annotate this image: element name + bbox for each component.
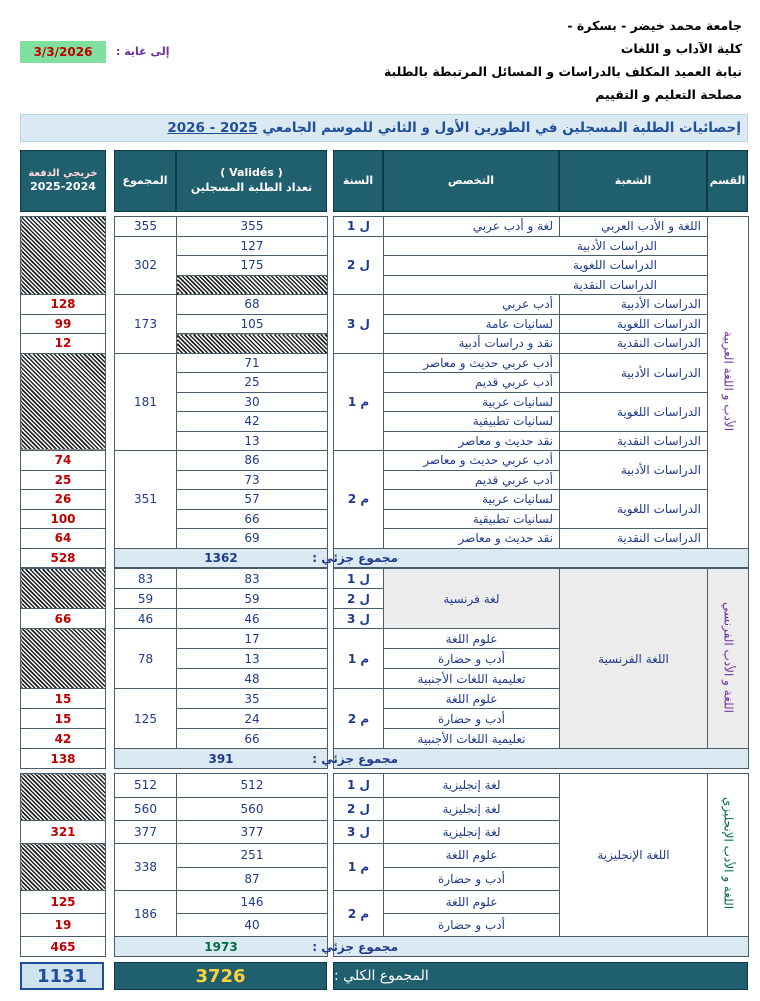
spec-cell: نقد حديث و معاصر	[384, 431, 560, 451]
spec-cell: أدب و حضارة	[384, 649, 560, 669]
spec-cell: نقد و دراسات أدبية	[384, 334, 560, 354]
enrolled-cell: 42	[177, 412, 328, 432]
enrolled-cell: 355	[177, 217, 328, 237]
enrolled-cell: 30	[177, 392, 328, 412]
enrolled-cell: 13	[177, 431, 328, 451]
branch-cell: الدراسات اللغوية	[560, 314, 708, 334]
grad-cell: 12	[21, 334, 106, 354]
enrolled-cell: 377	[177, 821, 328, 844]
french-grads-table	[20, 568, 106, 769]
enrolled-cell: 175	[177, 256, 328, 276]
total-cell: 512	[115, 774, 177, 798]
col-header-branch: الشعبة	[559, 150, 707, 212]
page-title	[20, 114, 748, 142]
service-name: مصلحة التعليم و التقييم	[595, 87, 742, 102]
enrolled-cell: 68	[177, 295, 328, 315]
deanery-name: نيابة العميد المكلف بالدراسات و المسائل المرتبطة بالطلبة	[383, 64, 742, 79]
grad-cell: 64	[21, 529, 106, 549]
total-cell: 173	[115, 295, 177, 354]
grad-cell: 74	[21, 451, 106, 471]
total-cell: 377	[115, 821, 177, 844]
enrolled-cell: 127	[177, 236, 328, 256]
spec-cell: لسانيات عربية	[384, 490, 560, 510]
branch-cell: الدراسات اللغوية	[384, 256, 708, 276]
year-cell: ل 1	[334, 569, 384, 589]
branch-cell: الدراسات الأدبية	[560, 451, 708, 490]
grad-cell: 321	[21, 821, 106, 844]
subtotal-value: 1362	[115, 548, 328, 567]
grad-cell: 42	[21, 729, 106, 749]
grad-cell: 26	[21, 490, 106, 510]
total-cell: 355	[115, 217, 177, 237]
col-header-spec: التخصص	[383, 150, 559, 212]
col-header-enrolled-line1: ( Validés )	[220, 166, 283, 180]
spec-cell: لغة إنجليزية	[384, 774, 560, 798]
enrolled-cell: 87	[177, 867, 328, 891]
enrolled-empty-cell	[177, 334, 328, 354]
total-cell: 351	[115, 451, 177, 549]
spec-cell: نقد حديث و معاصر	[384, 529, 560, 549]
dept-cell	[708, 774, 749, 937]
enrolled-cell: 46	[177, 609, 328, 629]
spec-cell: أدب عربي قديم	[384, 373, 560, 393]
year-cell: ل 1	[334, 217, 384, 237]
spec-cell: لغة إنجليزية	[384, 797, 560, 821]
subtotal-value: 391	[115, 749, 328, 769]
grad-cell: 125	[21, 891, 106, 914]
title-text: إحصائيات الطلبة المسجلين في الطورين الأول و الثاني للموسم الجامعي	[262, 120, 741, 136]
total-cell: 181	[115, 353, 177, 451]
enrolled-cell: 25	[177, 373, 328, 393]
spec-cell: لسانيات عامة	[384, 314, 560, 334]
subtotal-label: مجموع جزئي :	[334, 548, 749, 567]
col-header-enrolled-line2: تعداد الطلبة المسجلين	[190, 181, 313, 194]
year-cell: م 1	[334, 844, 384, 891]
spec-cell: لغة و أدب عربي	[384, 217, 560, 237]
enrolled-cell: 40	[177, 914, 328, 937]
enrolled-cell: 251	[177, 844, 328, 868]
total-cell: 46	[115, 609, 177, 629]
branch-cell: الدراسات النقدية	[560, 431, 708, 451]
total-cell: 338	[115, 844, 177, 891]
col-header-total: المجموع	[114, 150, 176, 212]
grads-empty-cell	[21, 217, 106, 295]
dept-label: اللغة و الأدب الإنجليزي	[721, 797, 736, 910]
year-cell: ل 1	[334, 774, 384, 798]
spec-cell: لسانيات تطبيقية	[384, 412, 560, 432]
total-cell: 302	[115, 236, 177, 295]
enrolled-cell: 146	[177, 891, 328, 914]
branch-cell: اللغة الإنجليزية	[560, 774, 708, 937]
grad-cell: 15	[21, 709, 106, 729]
enrolled-cell: 86	[177, 451, 328, 471]
header-block	[322, 14, 742, 106]
dept-cell	[708, 569, 749, 749]
branch-cell: الدراسات اللغوية	[560, 392, 708, 431]
grand-total-grads: 1131	[20, 962, 104, 990]
branch-cell: الدراسات النقدية	[384, 275, 708, 295]
grad-cell: 99	[21, 314, 106, 334]
spec-cell: علوم اللغة	[384, 629, 560, 649]
grad-cell: 19	[21, 914, 106, 937]
spec-cell: علوم اللغة	[384, 689, 560, 709]
title-year: 2025 - 2026	[167, 120, 258, 136]
enrolled-cell: 24	[177, 709, 328, 729]
spec-cell: لغة إنجليزية	[384, 821, 560, 844]
grad-cell: 66	[21, 609, 106, 629]
grads-empty-cell	[21, 844, 106, 891]
grad-cell: 128	[21, 295, 106, 315]
french-counts-table	[114, 568, 328, 769]
enrolled-cell: 560	[177, 797, 328, 821]
year-cell: م 2	[334, 689, 384, 749]
branch-cell: اللغة الفرنسية	[560, 569, 708, 749]
spec-cell: لسانيات تطبيقية	[384, 509, 560, 529]
branch-cell: الدراسات اللغوية	[560, 490, 708, 529]
subtotal-grads: 138	[21, 749, 106, 769]
branch-cell: الدراسات الأدبية	[384, 236, 708, 256]
grads-empty-cell	[21, 629, 106, 689]
total-cell: 186	[115, 891, 177, 937]
subtotal-grads: 465	[21, 937, 106, 957]
year-cell: ل 2	[334, 797, 384, 821]
enrolled-cell: 83	[177, 569, 328, 589]
grand-total-label: المجموع الكلي :	[333, 962, 748, 990]
spec-cell: علوم اللغة	[384, 844, 560, 868]
english-grads-table	[20, 773, 106, 957]
enrolled-empty-cell	[177, 275, 328, 295]
grads-empty-cell	[21, 569, 106, 609]
col-header-grads-line1: خريجي الدفعة	[28, 167, 98, 179]
year-cell: ل 3	[334, 821, 384, 844]
arabic-details-table	[312, 216, 749, 568]
year-cell: ل 3	[334, 609, 384, 629]
subtotal-grads: 528	[21, 548, 106, 567]
subtotal-value: 1973	[115, 937, 328, 957]
enrolled-cell: 17	[177, 629, 328, 649]
enrolled-cell: 73	[177, 470, 328, 490]
branch-cell: اللغة و الأدب العربي	[560, 217, 708, 237]
spec-cell: أدب عربي قديم	[384, 470, 560, 490]
date-label: إلى غاية :	[116, 45, 170, 58]
arabic-grads-table	[20, 216, 106, 568]
english-counts-table	[114, 773, 328, 957]
enrolled-cell: 66	[177, 509, 328, 529]
total-cell: 560	[115, 797, 177, 821]
total-cell: 59	[115, 589, 177, 609]
year-cell: ل 2	[334, 236, 384, 295]
total-cell: 83	[115, 569, 177, 589]
year-cell: م 2	[334, 451, 384, 549]
arabic-counts-table	[114, 216, 328, 568]
grad-cell: 100	[21, 509, 106, 529]
total-cell: 125	[115, 689, 177, 749]
year-cell: ل 3	[334, 295, 384, 354]
branch-cell: الدراسات النقدية	[560, 529, 708, 549]
spec-cell: أدب و حضارة	[384, 709, 560, 729]
spec-cell: أدب عربي حديث و معاصر	[384, 353, 560, 373]
col-header-enrolled	[176, 150, 327, 212]
dept-label: الأدب و اللغة العربية	[721, 330, 736, 431]
spec-cell: تعليمية اللغات الأجنبية	[384, 669, 560, 689]
spec-cell: لغة فرنسية	[384, 569, 560, 629]
spec-cell: أدب عربي	[384, 295, 560, 315]
year-cell: م 1	[334, 353, 384, 451]
col-header-grads-line2: 2025-2024	[30, 180, 96, 194]
french-details-table	[312, 568, 749, 769]
subtotal-label: مجموع جزئي :	[334, 749, 749, 769]
col-header-grads	[20, 150, 106, 212]
branch-cell: الدراسات النقدية	[560, 334, 708, 354]
enrolled-cell: 13	[177, 649, 328, 669]
spec-cell: أدب و حضارة	[384, 914, 560, 937]
enrolled-cell: 66	[177, 729, 328, 749]
subtotal-label: مجموع جزئي :	[334, 937, 749, 957]
enrolled-cell: 512	[177, 774, 328, 798]
grad-cell: 25	[21, 470, 106, 490]
enrolled-cell: 57	[177, 490, 328, 510]
university-name: جامعة محمد خيضر - بسكرة -	[567, 18, 742, 33]
col-header-dept: القسم	[707, 150, 748, 212]
enrolled-cell: 48	[177, 669, 328, 689]
col-header-year: السنة	[333, 150, 383, 212]
branch-cell: الدراسات الأدبية	[560, 295, 708, 315]
year-cell: ل 2	[334, 589, 384, 609]
faculty-name: كلية الآداب و اللغات	[620, 41, 742, 56]
enrolled-cell: 105	[177, 314, 328, 334]
enrolled-cell: 59	[177, 589, 328, 609]
dept-cell	[708, 217, 749, 549]
grads-empty-cell	[21, 774, 106, 821]
grand-total-value: 3726	[114, 962, 327, 990]
spec-cell: أدب عربي حديث و معاصر	[384, 451, 560, 471]
enrolled-cell: 69	[177, 529, 328, 549]
date-value: 3/3/2026	[20, 41, 106, 63]
dept-label: اللغة و الأدب الفرنسي	[721, 601, 736, 713]
enrolled-cell: 71	[177, 353, 328, 373]
grads-empty-cell	[21, 353, 106, 451]
spec-cell: لسانيات عربية	[384, 392, 560, 412]
spec-cell: أدب و حضارة	[384, 867, 560, 891]
year-cell: م 1	[334, 629, 384, 689]
english-details-table	[312, 773, 749, 957]
enrolled-cell: 35	[177, 689, 328, 709]
spec-cell: تعليمية اللغات الأجنبية	[384, 729, 560, 749]
total-cell: 78	[115, 629, 177, 689]
spec-cell: علوم اللغة	[384, 891, 560, 914]
grad-cell: 15	[21, 689, 106, 709]
year-cell: م 2	[334, 891, 384, 937]
branch-cell: الدراسات الأدبية	[560, 353, 708, 392]
